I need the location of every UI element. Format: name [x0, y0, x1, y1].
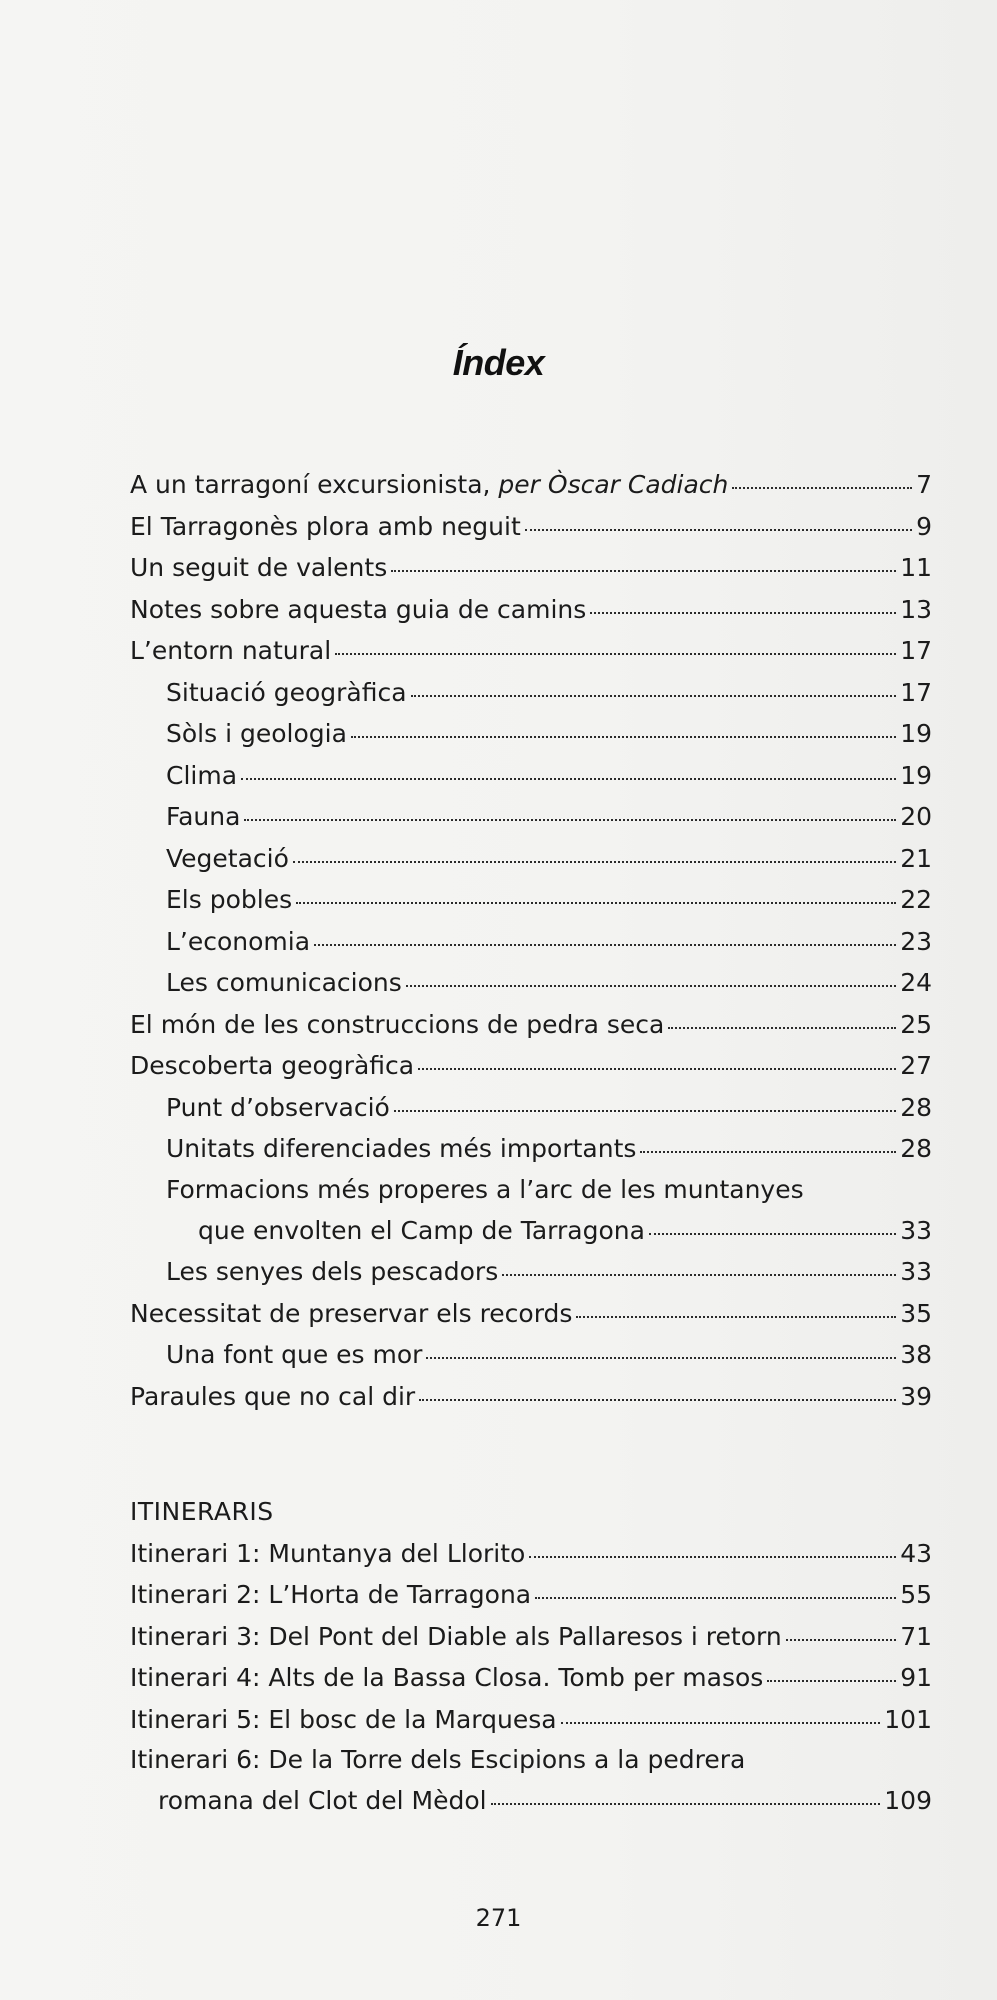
- toc-entry-label: Notes sobre aquesta guia de camins: [130, 594, 587, 624]
- leader-dots: [411, 694, 897, 697]
- toc-entry-label: Una font que es mor: [166, 1340, 423, 1369]
- toc-subentry: [130, 755, 932, 797]
- leader-dots: [561, 1721, 881, 1724]
- toc-page-number: 25: [900, 1009, 932, 1039]
- toc-page-number: 33: [900, 1215, 932, 1245]
- toc-subentry: [130, 1334, 932, 1376]
- toc-subentry: [130, 921, 932, 963]
- toc-page-number: 13: [900, 594, 932, 624]
- toc-page-number: 71: [900, 1621, 932, 1651]
- table-of-contents: [130, 464, 932, 1822]
- toc-subentry: [130, 672, 932, 714]
- leader-dots: [668, 1026, 896, 1029]
- toc-page-number: 91: [900, 1663, 932, 1692]
- leader-dots: [732, 486, 912, 489]
- toc-page-number: 55: [900, 1580, 932, 1609]
- toc-page-number: 109: [884, 1786, 932, 1815]
- toc-page-number: 11: [900, 553, 932, 582]
- itinerary-entry-multiline: [130, 1740, 932, 1822]
- itinerary-entry: [130, 1533, 932, 1575]
- leader-dots: [241, 777, 896, 780]
- leader-dots: [502, 1273, 896, 1276]
- toc-subentry: [130, 962, 932, 1004]
- toc-entry-label: Punt d’observació: [166, 1092, 390, 1122]
- toc-page-number: 9: [916, 511, 932, 541]
- toc-entry: [130, 1004, 932, 1046]
- toc-entry-continuation: [130, 1210, 932, 1252]
- leader-dots: [394, 1109, 896, 1112]
- toc-page-number: 28: [900, 1134, 932, 1163]
- leader-dots: [244, 818, 896, 821]
- section-spacer: [130, 1417, 932, 1491]
- leader-dots: [529, 1555, 896, 1558]
- toc-entry: [130, 464, 932, 506]
- itinerary-entry: [130, 1657, 932, 1699]
- page-number: 271: [475, 1904, 522, 1932]
- toc-page-number: 20: [900, 802, 932, 831]
- toc-page-number: 35: [900, 1298, 932, 1328]
- toc-entry-label: Fauna: [166, 802, 241, 831]
- toc-page-number: 21: [900, 843, 932, 873]
- toc-page-number: 22: [900, 885, 932, 914]
- toc-entry-label: Itinerari 1: Muntanya del Llorito: [130, 1538, 526, 1568]
- toc-entry-label: El món de les construccions de pedra seca: [130, 1009, 665, 1039]
- toc-subentry: [130, 713, 932, 755]
- toc-entry-label: A un tarragoní excursionista,: [130, 470, 499, 499]
- toc-page-number: 19: [900, 719, 932, 748]
- toc-page-number: 17: [900, 677, 932, 707]
- toc-page-number: 101: [884, 1704, 932, 1734]
- toc-entry-label-continued: que envolten el Camp de Tarragona: [198, 1215, 645, 1245]
- leader-dots: [767, 1679, 896, 1682]
- toc-entry-label: Els pobles: [166, 885, 293, 914]
- toc-entry-label: Clima: [166, 760, 238, 790]
- toc-page-number: 27: [900, 1051, 932, 1080]
- section-heading-itineraris: ITINERARIS: [130, 1497, 274, 1526]
- toc-entry: [130, 1045, 932, 1087]
- toc-entry-label: Itinerari 6: De la Torre dels Escipions a la pedrera: [130, 1745, 746, 1774]
- itinerary-entry: [130, 1699, 932, 1741]
- toc-page-number: 19: [900, 760, 932, 790]
- toc-subentry: [130, 1128, 932, 1170]
- toc-entry-label: Formacions més properes a l’arc de les muntanyes: [166, 1174, 804, 1204]
- toc-entry: [130, 547, 932, 589]
- leader-dots: [426, 1356, 896, 1359]
- toc-entry-label: L’entorn natural: [130, 636, 332, 665]
- toc-entry-label: Sòls i geologia: [166, 719, 347, 748]
- toc-page-number: 24: [900, 968, 932, 997]
- toc-entry-label: Paraules que no cal dir: [130, 1381, 416, 1411]
- toc-entry: [130, 1293, 932, 1335]
- leader-dots: [535, 1596, 896, 1599]
- toc-entry-label: Vegetació: [166, 843, 289, 873]
- toc-subentry: [130, 879, 932, 921]
- leader-dots: [351, 735, 896, 738]
- itinerary-entry: [130, 1574, 932, 1616]
- toc-entry-label: El Tarragonès plora amb neguit: [130, 511, 521, 541]
- toc-page-number: 39: [900, 1381, 932, 1411]
- toc-entry: [130, 630, 932, 672]
- toc-entry-label: Itinerari 4: Alts de la Bassa Closa. Tomb per masos: [130, 1663, 764, 1692]
- leader-dots: [649, 1232, 896, 1235]
- leader-dots: [293, 860, 896, 863]
- toc-subentry: [130, 1087, 932, 1129]
- toc-subentry-multiline: [130, 1170, 932, 1252]
- toc-page-number: 33: [900, 1257, 932, 1286]
- toc-page-number: 23: [900, 926, 932, 956]
- leader-dots: [296, 901, 896, 904]
- leader-dots: [576, 1315, 896, 1318]
- toc-page-number: 38: [900, 1340, 932, 1369]
- toc-entry: [130, 589, 932, 631]
- leader-dots: [590, 611, 896, 614]
- toc-page-number: 28: [900, 1092, 932, 1122]
- toc-entry-label: Itinerari 3: Del Pont del Diable als Pallaresos i retorn: [130, 1621, 782, 1651]
- leader-dots: [314, 943, 896, 946]
- toc-subentry: [130, 838, 932, 880]
- toc-entry-label: Les comunicacions: [166, 968, 402, 997]
- toc-entry-text: [130, 464, 728, 506]
- toc-page-number: 43: [900, 1538, 932, 1568]
- leader-dots: [525, 528, 912, 531]
- toc-entry-label: Les senyes dels pescadors: [166, 1257, 499, 1286]
- leader-dots: [491, 1802, 881, 1805]
- toc-page-number: 17: [900, 636, 932, 665]
- leader-dots: [419, 1398, 896, 1401]
- toc-entry-label: Situació geogràfica: [166, 677, 407, 707]
- toc-entry: [130, 506, 932, 548]
- leader-dots: [391, 569, 896, 572]
- toc-entry-label: L’economia: [166, 926, 311, 956]
- itinerary-entry: [130, 1616, 932, 1658]
- toc-entry-label: Itinerari 5: El bosc de la Marquesa: [130, 1704, 557, 1734]
- toc-subentry: [130, 796, 932, 838]
- leader-dots: [786, 1638, 896, 1641]
- toc-entry-label: Necessitat de preservar els records: [130, 1298, 573, 1328]
- page-title: Índex: [452, 342, 545, 383]
- leader-dots: [335, 652, 896, 655]
- leader-dots: [640, 1150, 896, 1153]
- toc-entry-label: Un seguit de valents: [130, 553, 388, 582]
- toc-entry-label-continued: romana del Clot del Mèdol: [158, 1786, 487, 1815]
- leader-dots: [418, 1067, 896, 1070]
- toc-entry-author: per Òscar Cadiach: [498, 470, 729, 499]
- toc-entry: [130, 1376, 932, 1418]
- toc-entry-continuation: [130, 1780, 932, 1822]
- toc-entry-label: Unitats diferenciades més importants: [166, 1134, 637, 1163]
- toc-subentry: [130, 1251, 932, 1293]
- leader-dots: [406, 984, 896, 987]
- toc-page-number: 7: [916, 470, 932, 499]
- toc-entry-label: Descoberta geogràfica: [130, 1051, 415, 1080]
- toc-entry-label: Itinerari 2: L’Horta de Tarragona: [130, 1580, 532, 1609]
